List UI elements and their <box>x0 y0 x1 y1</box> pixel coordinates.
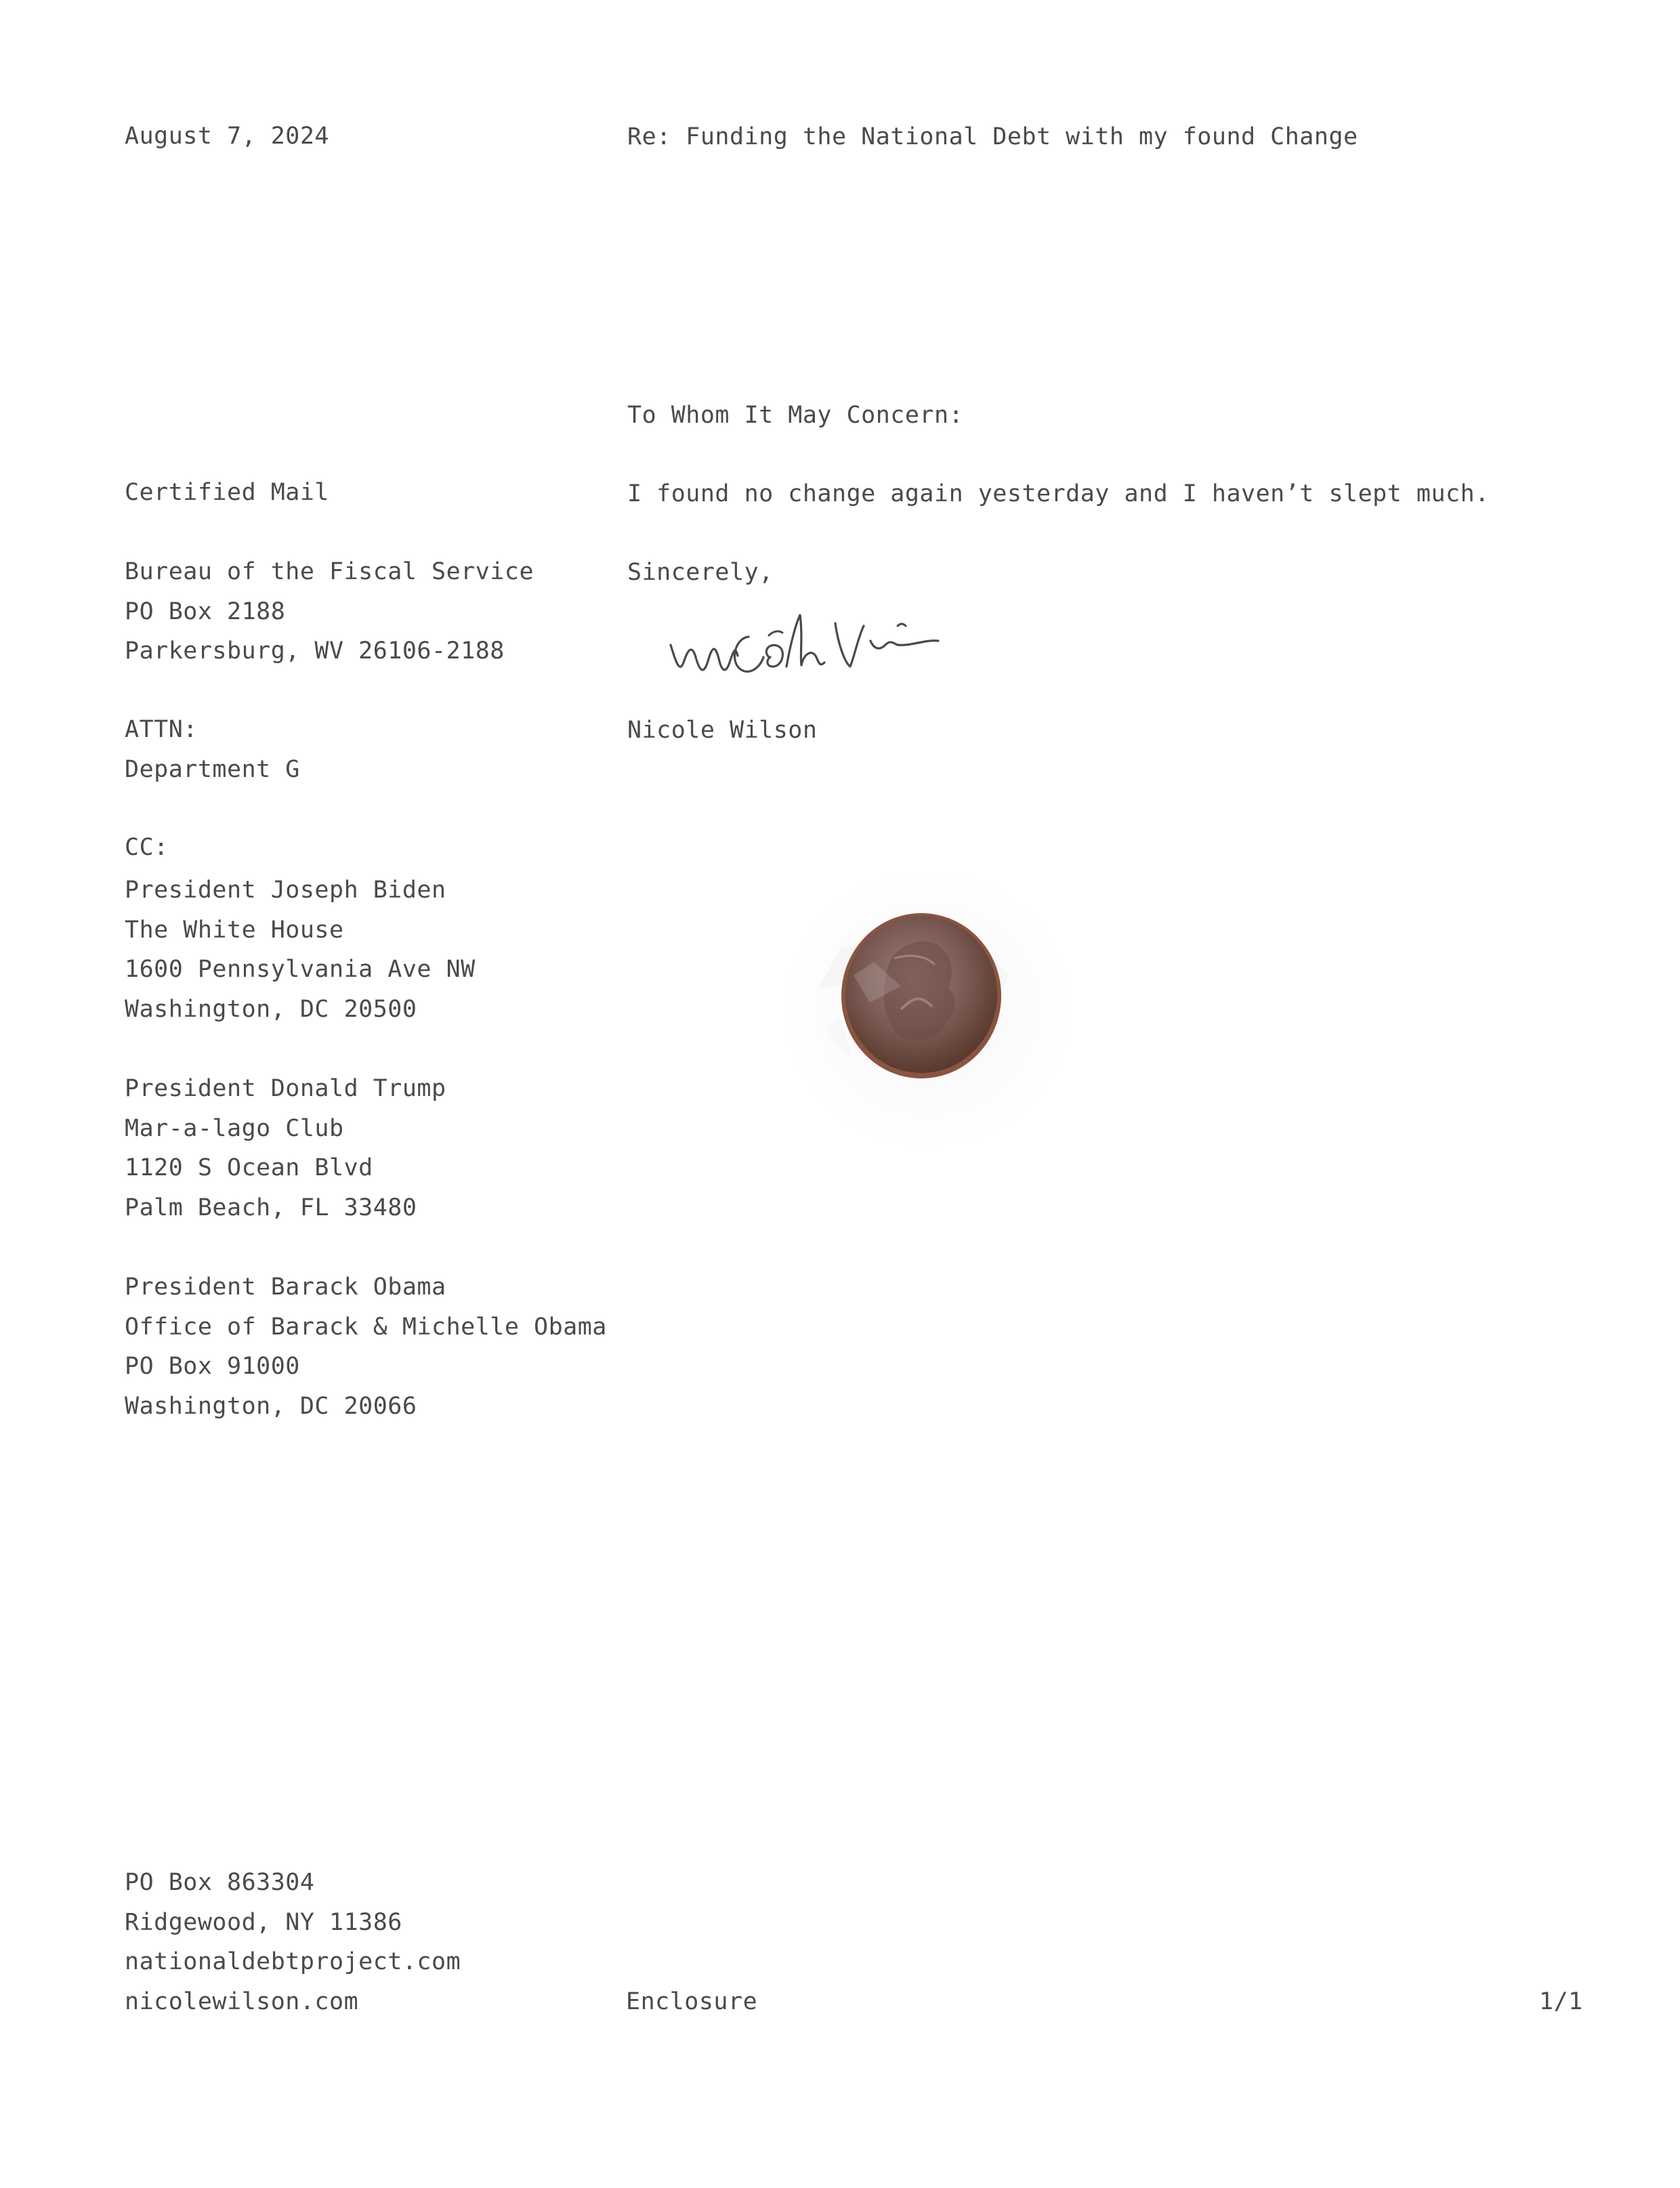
sender-line2: Ridgewood, NY 11386 <box>125 1908 402 1936</box>
enclosure-label: Enclosure <box>626 1988 758 2015</box>
cc-line2: Office of Barack & Michelle Obama <box>125 1313 607 1341</box>
cc-name: President Joseph Biden <box>125 877 446 904</box>
signer-name: Nicole Wilson <box>627 717 818 744</box>
salutation: To Whom It May Concern: <box>627 402 964 429</box>
recipient-name: Bureau of the Fiscal Service <box>125 558 534 585</box>
recipient-line3: Parkersburg, WV 26106-2188 <box>125 637 505 665</box>
attn-value: Department G <box>125 756 300 783</box>
cc-line4: Washington, DC 20500 <box>125 995 417 1023</box>
cc-line3: PO Box 91000 <box>125 1353 300 1381</box>
attn-label: ATTN: <box>125 716 198 743</box>
handwritten-signature <box>667 596 1020 691</box>
sender-website2: nicolewilson.com <box>125 1987 359 2015</box>
cc-line4: Palm Beach, FL 33480 <box>125 1194 417 1221</box>
body-text: I found no change again yesterday and I haven’t slept much. <box>627 480 1490 507</box>
closing: Sincerely, <box>627 559 774 586</box>
cc-line3: 1120 S Ocean Blvd <box>125 1154 373 1182</box>
cc-name: President Donald Trump <box>125 1075 446 1102</box>
letter-date: August 7, 2024 <box>125 123 330 150</box>
cc-line3: 1600 Pennsylvania Ave NW <box>125 956 476 984</box>
sender-address <box>125 1863 461 2021</box>
sender-line1: PO Box 863304 <box>125 1869 315 1896</box>
page-number: 1/1 <box>1539 1988 1583 2015</box>
cc-entry <box>125 1069 446 1227</box>
cc-entry <box>125 1267 607 1426</box>
recipient-line2: PO Box 2188 <box>125 597 286 625</box>
cc-entry <box>125 870 476 1029</box>
delivery-method: Certified Mail <box>125 479 330 506</box>
letter-subject: Re: Funding the National Debt with my found Change <box>627 123 1358 150</box>
cc-label: CC: <box>125 834 169 861</box>
recipient-address <box>125 552 534 671</box>
cc-name: President Barack Obama <box>125 1274 446 1301</box>
cc-line2: Mar-a-lago Club <box>125 1114 344 1142</box>
sender-website1: nationaldebtproject.com <box>125 1948 461 1976</box>
penny-coin-image <box>813 894 1043 1097</box>
cc-line2: The White House <box>125 916 344 944</box>
cc-line4: Washington, DC 20066 <box>125 1392 417 1420</box>
